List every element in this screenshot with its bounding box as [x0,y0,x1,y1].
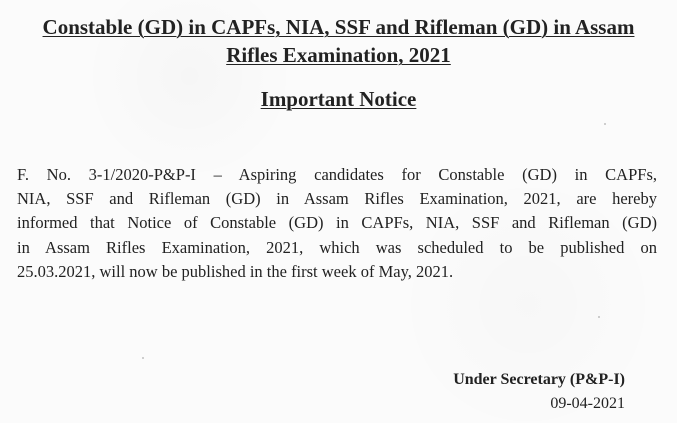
notice-heading: Important Notice [260,87,417,111]
signature-title: Under Secretary (P&P-I) [453,371,625,388]
notice-body-line-2: NIA, SSF and Rifleman (GD) in Assam Rifles Examination, 2021, are hereby [17,189,657,209]
notice-body-line-1: F. No. 3-1/2020-P&P-I – Aspiring candidates for Constable (GD) in CAPFs, [17,165,657,184]
notice-body-line-3: informed that Notice of Constable (GD) in CAPFs, NIA, SSF and Rifleman (GD) [17,213,657,233]
notice-body-line-5: 25.03.2021, will now be published in the first week of May, 2021. [17,261,454,281]
document-title-line-1: Constable (GD) in CAPFs, NIA, SSF and Rifleman (GD) in Assam [42,15,635,39]
notice-body-line-4: in Assam Rifles Examination, 2021, which was scheduled to be published on [17,237,657,257]
paper-speck [598,316,600,318]
notice-body [17,163,657,284]
paper-speck [604,123,606,125]
document-title-line-2: Rifles Examination, 2021 [226,43,451,67]
document-date: 09-04-2021 [550,395,625,412]
paper-speck [142,357,144,359]
